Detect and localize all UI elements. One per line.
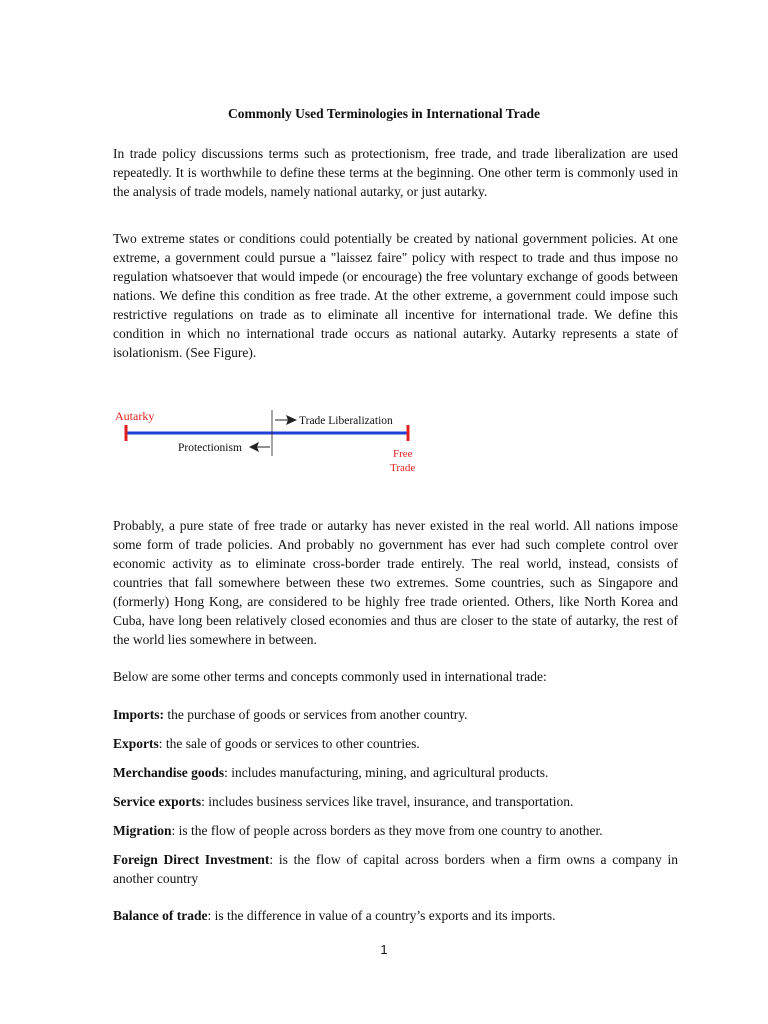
term-name: Exports [113, 736, 159, 751]
free-trade-label-line1: Free [393, 448, 413, 460]
term-merchandise-goods [113, 763, 678, 782]
term-exports [113, 734, 678, 753]
liberalization-label: Trade Liberalization [299, 415, 393, 427]
document-title: Commonly Used Terminologies in International Trade [228, 106, 540, 121]
protectionism-label: Protectionism [178, 442, 242, 454]
term-migration [113, 821, 678, 840]
term-balance-of-trade [113, 906, 678, 925]
paragraph-real-world: Probably, a pure state of free trade or autarky has never existed in the real world. All nations impose some form of trade policies. And probably no government has ever had such complete control over economic activity as to eliminate cross-border trade entirely. The real world, instead, consists of countries that fall somewhere between these two extremes. Some countries, such as Singapore and (formerly) Hong Kong, are considered to be highly free trade oriented. Others, like North Korea and Cuba, have long been relatively closed economies and thus are closer to the state of autarky, the rest of the world lies somewhere in between. [113, 518, 678, 647]
term-name: Imports: [113, 707, 164, 722]
paragraph-terms-intro: Below are some other terms and concepts commonly used in international trade: [113, 669, 547, 684]
term-definition: : is the difference in value of a country’s exports and its imports. [207, 908, 556, 923]
term-service-exports [113, 792, 678, 811]
term-name: Merchandise goods [113, 765, 225, 780]
term-name: Service exports [113, 794, 202, 809]
term-name: Balance of trade [113, 908, 208, 923]
term-definition: : includes business services like travel, insurance, and transportation. [201, 794, 574, 809]
term-definition: : is the flow of people across borders as they move from one country to another. [171, 823, 603, 838]
paragraph-extremes: Two extreme states or conditions could potentially be created by national government policies. At one extreme, a government could pursue a "laissez faire" policy with respect to trade and thus impose no regulation whatsoever that would impede (or encourage) the free voluntary exchange of goods between nations. We define this condition as free trade. At the other extreme, a government could impose such restrictive regulations on trade as to eliminate all incentive for international trade. We define this condition in which no international trade occurs as national autarky. Autarky represents a state of isolationism. (See Figure). [113, 231, 678, 360]
term-name: Migration [113, 823, 172, 838]
free-trade-label-line2: Trade [390, 462, 416, 474]
paragraph-intro: In trade policy discussions terms such as protectionism, free trade, and trade liberalization are used repeatedly. It is worthwhile to define these terms at the beginning. One other term is commonly used in the analysis of trade models, namely national autarky, or just autarky. [113, 146, 678, 199]
term-imports [113, 705, 678, 724]
term-name: Foreign Direct Investment [113, 852, 270, 867]
term-definition: : the sale of goods or services to other countries. [158, 736, 420, 751]
autarky-label: Autarky [115, 409, 155, 423]
term-definition: : includes manufacturing, mining, and agricultural products. [224, 765, 549, 780]
term-fdi [113, 850, 678, 888]
term-definition: the purchase of goods or services from another country. [164, 707, 468, 722]
term-definition: : is the flow of capital across borders when a firm owns a company in another country [113, 852, 678, 886]
page-number: 1 [380, 942, 388, 957]
trade-spectrum-figure [0, 402, 768, 482]
